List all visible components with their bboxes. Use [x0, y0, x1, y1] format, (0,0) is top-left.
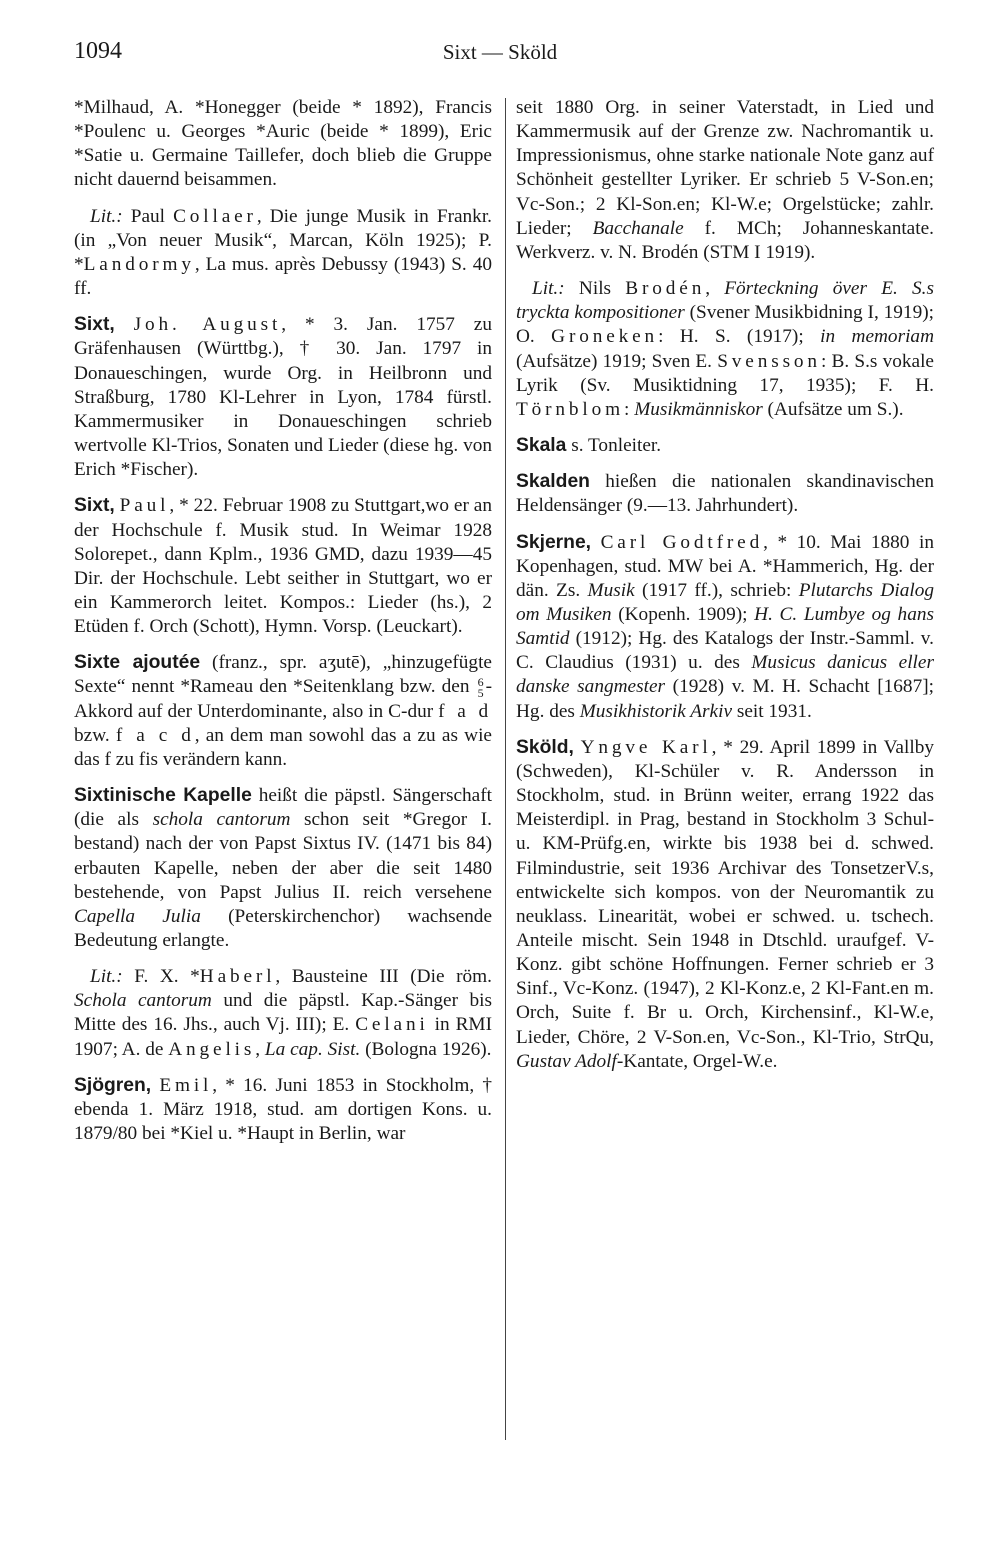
headword: Sköld, — [516, 736, 574, 758]
headword: Sixt, — [74, 495, 115, 517]
headword: Sjögren, — [74, 1074, 152, 1096]
left-column — [74, 96, 492, 1158]
entry-sixt-johann: Sixt, Joh. August, * 3. Jan. 1757 zu Gräfenhausen (Württbg.), † 30. Jan. 1797 in Donaueschingen, wurde Org. in Heilbronn und Straßburg, 1780 Kl-Lehrer in Lyon, 1784 fürstl. Kammermusiker in Donaueschingen schrieb wertvolle Kl-Trios, Sonaten und Lieder (diese hg. von Erich *Fischer). — [74, 314, 493, 481]
entry-skalden: Skalden hießen die nationalen skandinavischen Heldensänger (9.—13. Jahrhundert). — [516, 471, 934, 517]
headword: Skalden — [516, 471, 590, 493]
running-head: Sixt — Sköld — [442, 40, 558, 64]
page-number: 1094 — [74, 38, 122, 64]
entry-skold: Sköld, Yngve Karl, * 29. April 1899 in Vallby (Schweden), Kl-Schüler v. R. Andersson in Stockholm, stud. in Brünn weiter, errang 1922 das Meisterdipl. in Prag, bestand in Stockholm 3 Schul- u. KM-Prüfg.en, wirkte bis 1938 bei d. schwed. Filmindustrie, seit 1936 Archivar des TonsetzerV.s, entwickelte sich kompos. von der Neuromantik zu neuklass. Linearität, wobei er schwed. u. tschech. Anteile mischt. Sein 1948 in Dtschld. uraufgef. V-Konz. gibt schöne Hoffnungen. Ferner schrieb er 3 Sinf., Vc-Konz. (1947), 2 Kl-Konz.e, 2 Kl-Fant.en m. Orch, Suite f. Br u. Orch, Kirchensinf., Kl-W.e, Lieder, Chöre, 2 V-Son.en, Vc-Son., Kl-Trio, StrQu, Gustav Adolf-Kantate, Orgel-W.e. — [516, 736, 934, 1072]
entry-sixt-paul: Sixt, Paul, * 22. Februar 1908 zu Stuttgart,wo er an der Hochschule f. Musik stud. In Weimar 1928 Solorepet., dann Kplm., 1936 GMD, dazu 1939—45 Dir. der Hochschule. Lebt seither in Stuttgart, wo er ein Kammerorch leitet. Kompos.: Lieder (hs.), 2 Etüden f. Orch (Schott), Hymn. Vorsp. (Leuckart). — [74, 495, 492, 638]
literature-sjogren: Lit.: Nils Brodén, Förteckning över E. S.s tryckta kompositioner (Svener Musikbidning I, 1919); O. Groneken: H. S. (1917); in memoriam (Aufsätze) 1919; Sven E. Svensson: B. S.s vokale Lyrik (Sv. Musiktidning 17, 1935); F. H. Törnblom: Musikmänniskor (Aufsätze um S.). — [516, 278, 934, 420]
chord-figure: 6 5 — [477, 675, 484, 701]
headword: Sixt, — [74, 314, 115, 336]
entry-sixte-ajoutee: Sixte ajoutée (franz., spr. aʒutē), „hinzugefügte Sexte“ nennt *Rameau den *Seitenklang bzw. den 6 5 -Akkord auf der Unterdominante, also in C-dur f a d bzw. f a c d, an dem man sowohl das a zu as wie das f zu fis verändern kann. — [74, 652, 492, 770]
entry-sjogren: Sjögren, Emil, * 16. Juni 1853 in Stockholm, † ebenda 1. März 1918, stud. am dortigen Kons. u. 1879/80 bei *Kiel u. *Haupt in Berlin, war — [74, 1074, 492, 1145]
entry-sixtinische-kapelle: Sixtinische Kapelle heißt die päpstl. Sängerschaft (die als schola cantorum schon seit *Gregor I. bestand) nach der von Papst Sixtus IV. (1471 bis 84) erbauten Kapelle, neben der aber die seit 1480 bestehende, von Papst Julius II. reich versehene Capella Julia (Peterskirchenchor) wachsende Bedeutung erlangte. — [74, 785, 492, 951]
headword: Skjerne, — [516, 531, 592, 553]
entry-skala: Skala s. Tonleiter. — [516, 435, 662, 457]
right-column — [516, 96, 934, 1086]
literature-sixtinische: Lit.: F. X. *Haberl, Bausteine III (Die röm. Schola cantorum und die päpstl. Kap.-Sänger bis Mitte des 16. Jhs., auch Vj. III); E. Celani in RMI 1907; A. de Angelis, La cap. Sist. (Bologna 1926). — [74, 966, 492, 1060]
headword: Sixtinische Kapelle — [74, 785, 252, 807]
column-divider — [505, 98, 506, 1440]
page-header — [74, 38, 926, 74]
literature-collaer: Lit.: Paul Collaer, Die junge Musik in Frankr. (in „Von neuer Musik“, Marcan, Köln 1925); P. *Landormy, La mus. après Debussy (1943) S. 40 ff. — [74, 205, 493, 300]
headword: Skala — [516, 435, 567, 457]
entry-skjerne: Skjerne, Carl Godtfred, * 10. Mai 1880 in Kopenhagen, stud. MW bei A. *Hammerich, Hg. der dän. Zs. Musik (1917 ff.), schrieb: Plutarchs Dialog om Musiken (Kopenh. 1909); H. C. Lumbye og hans Samtid (1912); Hg. des Katalogs der Instr.-Samml. v. C. Claudius (1931) u. des Musicus danicus eller danske sangmester (1928) v. M. H. Schacht [1687]; Hg. des Musikhistorik Arkiv seit 1931. — [516, 531, 934, 722]
entry-collaer-continued: *Milhaud, A. *Honegger (beide * 1892), Francis *Poulenc u. Georges *Auric (beide * 1899), Eric *Satie u. Germaine Taillefer, doch blieb die Gruppe nicht dauernd beisammen. — [74, 97, 492, 191]
headword: Sixte ajoutée — [74, 652, 201, 674]
entry-sjogren-continued: seit 1880 Org. in seiner Vaterstadt, in Lied und Kammermusik auf der Grenze zw. Nachromantik u. Impressionismus, ohne starke nationale Note ganz auf Schönheit gestellter Lyriker. Er schrieb 5 V-Son.en; Vc-Son.; 2 Kl-Son.en; Kl-W.e; Orgelstücke; zahlr. Lieder; Bacchanale f. MCh; Johanneskantate. Werkverz. v. N. Brodén (STM I 1919). — [516, 97, 934, 263]
